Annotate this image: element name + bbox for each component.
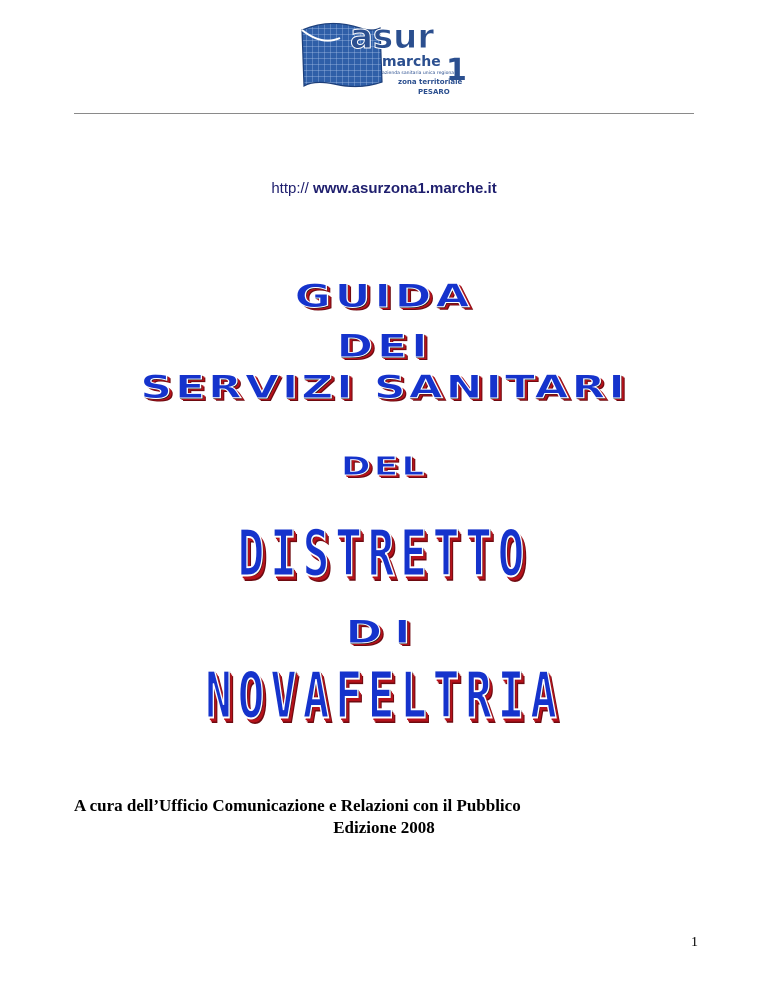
title-del: DEL <box>340 451 428 482</box>
page-number: 1 <box>691 935 698 950</box>
asur-logo-icon <box>300 16 465 98</box>
header-divider <box>74 113 694 114</box>
logo-region: marche <box>382 54 441 70</box>
logo-zone: zona territoriale <box>398 78 463 86</box>
title-servizi-sanitari: SERVIZI SANITARI <box>140 369 628 406</box>
asur-logo <box>300 16 465 98</box>
title-novafeltria: NOVAFELTRIA <box>205 659 563 734</box>
credit-edition: Edizione 2008 <box>333 818 435 837</box>
url-host[interactable]: www.asurzona1.marche.it <box>313 180 497 197</box>
logo-city: PESARO <box>418 88 450 96</box>
title-distretto: DISTRETTO <box>237 517 531 592</box>
logo-subtitle: azienda sanitaria unica regionale <box>382 71 459 76</box>
url-prefix: http:// <box>271 180 309 197</box>
title-dei: DEI <box>336 328 432 365</box>
logo-brand: asur <box>350 17 435 57</box>
title-guida: GUIDA <box>294 278 474 315</box>
logo-number: 1 <box>446 53 465 88</box>
title-di: DI <box>345 614 423 651</box>
credit-author: A cura dell’Ufficio Comunicazione e Relazioni con il Pubblico <box>74 796 521 815</box>
website-url[interactable] <box>0 180 768 197</box>
